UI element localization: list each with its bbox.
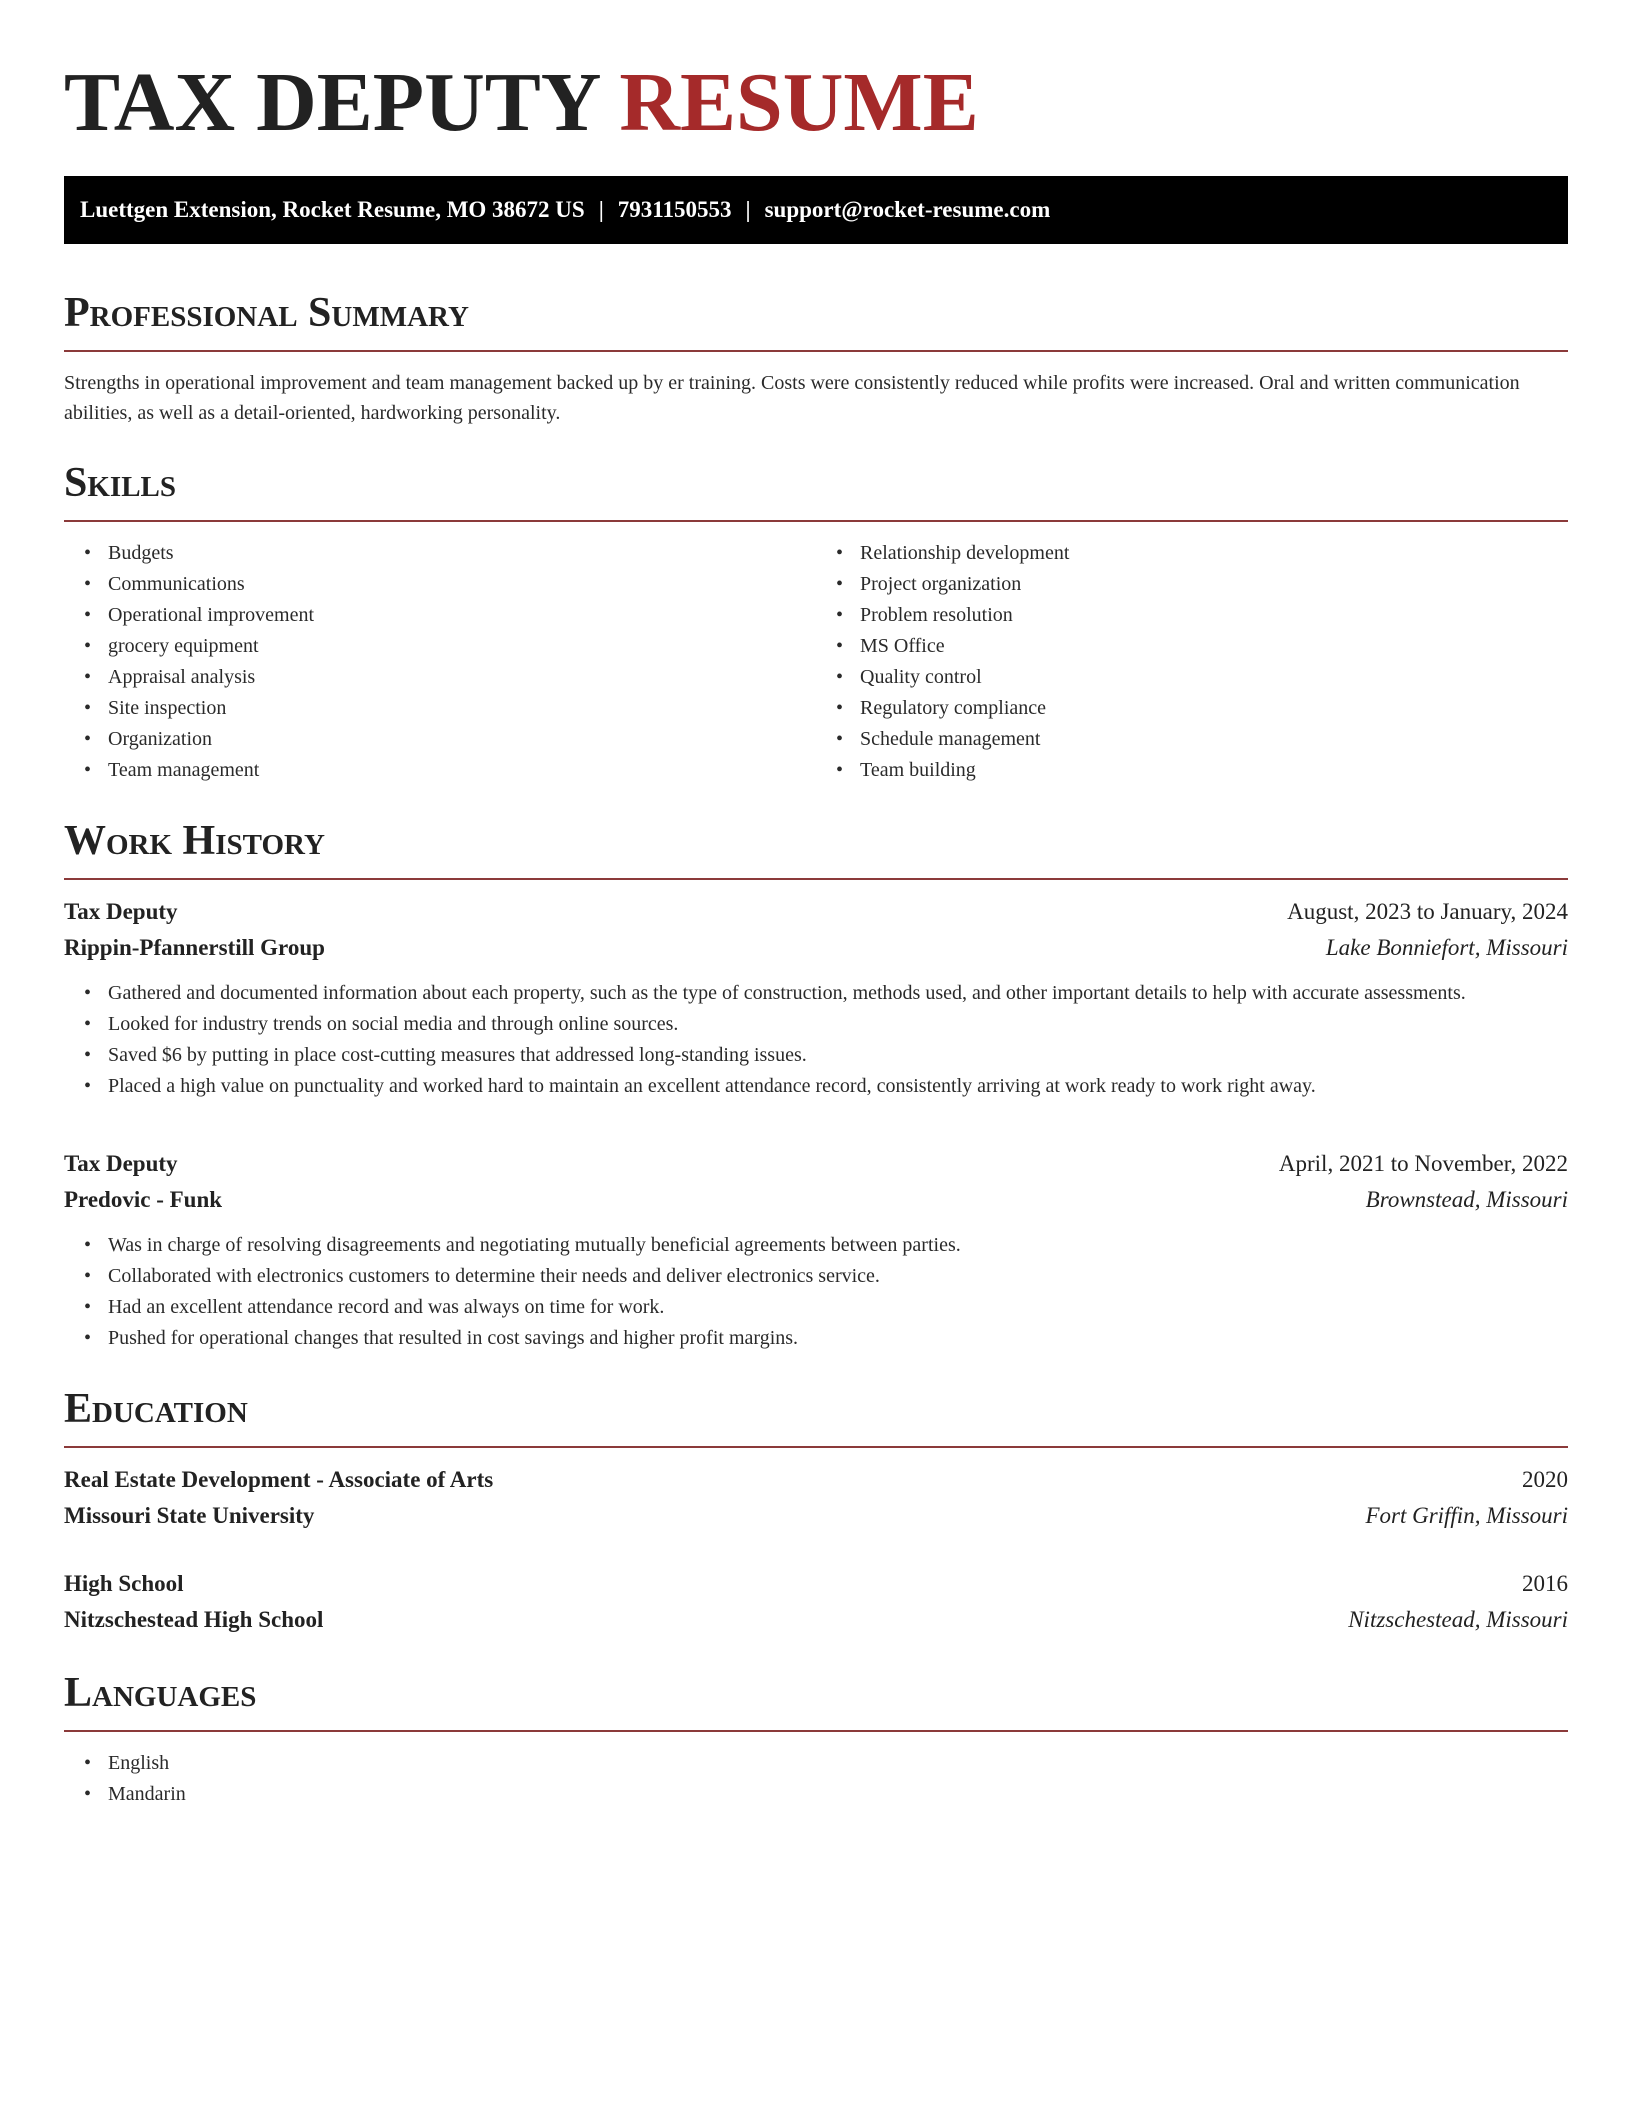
job-bullet: • Saved $6 by putting in place cost-cutting measures that addressed long-standing issues. xyxy=(108,1040,1568,1071)
contact-bar xyxy=(64,176,1568,244)
skill-item: • Budgets xyxy=(108,538,816,569)
job-company-row xyxy=(64,1182,1568,1218)
job-dates: August, 2023 to January, 2024 xyxy=(1287,899,1568,924)
contact-phone: 7931150553 xyxy=(617,197,732,222)
job-company: Rippin-Pfannerstill Group xyxy=(64,935,325,960)
contact-address: Luettgen Extension, Rocket Resume, MO 38672 US xyxy=(80,197,585,222)
resume-title xyxy=(64,0,1568,149)
education-school-row xyxy=(64,1498,1568,1534)
section-heading-summary: Professional Summary xyxy=(64,288,1568,352)
job-company: Predovic - Funk xyxy=(64,1187,223,1212)
job-company-row xyxy=(64,930,1568,966)
language-item: • Mandarin xyxy=(108,1779,1568,1810)
job-bullets xyxy=(64,978,1568,1102)
contact-separator: | xyxy=(598,197,604,222)
skill-item: • Project organization xyxy=(860,569,1568,600)
education-school: Missouri State University xyxy=(64,1503,315,1528)
job-location: Brownstead, Missouri xyxy=(1365,1187,1568,1212)
job-bullet: • Had an excellent attendance record and was always on time for work. xyxy=(108,1292,1568,1323)
title-resume-word: RESUME xyxy=(619,56,979,149)
job-bullet: • Pushed for operational changes that resulted in cost savings and higher profit margins. xyxy=(108,1323,1568,1354)
contact-email: support@rocket-resume.com xyxy=(764,197,1051,222)
skill-item: • Site inspection xyxy=(108,693,816,724)
education-entry xyxy=(64,1462,1568,1534)
education-degree: High School xyxy=(64,1571,184,1596)
education-degree: Real Estate Development - Associate of Arts xyxy=(64,1467,494,1492)
skills-columns xyxy=(64,538,1568,786)
skill-item: • Schedule management xyxy=(860,724,1568,755)
section-heading-languages: Languages xyxy=(64,1668,1568,1732)
language-item: • English xyxy=(108,1748,1568,1779)
education-section xyxy=(64,1384,1568,1638)
job-title-row xyxy=(64,894,1568,930)
skill-item: • Team building xyxy=(860,755,1568,786)
section-heading-skills: Skills xyxy=(64,458,1568,522)
professional-summary-section xyxy=(64,288,1568,428)
skill-item: • MS Office xyxy=(860,631,1568,662)
education-school-row xyxy=(64,1602,1568,1638)
languages-section xyxy=(64,1668,1568,1810)
job-bullet: • Looked for industry trends on social media and through online sources. xyxy=(108,1009,1568,1040)
education-location: Fort Griffin, Missouri xyxy=(1365,1503,1568,1528)
skills-list-left xyxy=(64,538,816,786)
education-school: Nitzschestead High School xyxy=(64,1607,324,1632)
skill-item: • grocery equipment xyxy=(108,631,816,662)
job-dates: April, 2021 to November, 2022 xyxy=(1278,1151,1568,1176)
education-degree-row xyxy=(64,1462,1568,1498)
summary-text: Strengths in operational improvement and team management backed up by er training. Costs were consistently reduced while profits were increased. Oral and written communication abilities, as well as a detail-oriented, hardworking personality. xyxy=(64,372,1520,424)
job-title-row xyxy=(64,1146,1568,1182)
section-heading-work-history: Work History xyxy=(64,816,1568,880)
skill-item: • Relationship development xyxy=(860,538,1568,569)
education-location: Nitzschestead, Missouri xyxy=(1348,1607,1568,1632)
job-title: Tax Deputy xyxy=(64,1151,178,1176)
job-entry xyxy=(64,894,1568,1102)
education-year: 2020 xyxy=(1522,1467,1568,1492)
skill-item: • Team management xyxy=(108,755,816,786)
job-bullet: • Was in charge of resolving disagreements and negotiating mutually beneficial agreements between parties. xyxy=(108,1230,1568,1261)
skill-item: • Quality control xyxy=(860,662,1568,693)
education-year: 2016 xyxy=(1522,1571,1568,1596)
skills-section xyxy=(64,458,1568,786)
section-heading-education: Education xyxy=(64,1384,1568,1448)
education-degree-row xyxy=(64,1566,1568,1602)
job-title: Tax Deputy xyxy=(64,899,178,924)
job-location: Lake Bonniefort, Missouri xyxy=(1325,935,1568,960)
contact-separator: | xyxy=(745,197,751,222)
education-entry xyxy=(64,1566,1568,1638)
skills-list-right xyxy=(816,538,1568,786)
job-bullets xyxy=(64,1230,1568,1354)
job-bullet: • Collaborated with electronics customers to determine their needs and deliver electronics service. xyxy=(108,1261,1568,1292)
skill-item: • Organization xyxy=(108,724,816,755)
resume-page xyxy=(64,0,1568,1810)
title-role: TAX DEPUTY xyxy=(64,56,599,149)
skill-item: • Communications xyxy=(108,569,816,600)
skill-item: • Operational improvement xyxy=(108,600,816,631)
skill-item: • Problem resolution xyxy=(860,600,1568,631)
skill-item: • Regulatory compliance xyxy=(860,693,1568,724)
job-entry xyxy=(64,1146,1568,1354)
job-bullet: • Gathered and documented information about each property, such as the type of construction, methods used, and other important details to help with accurate assessments. xyxy=(108,978,1568,1009)
skill-item: • Appraisal analysis xyxy=(108,662,816,693)
languages-list xyxy=(64,1748,1568,1810)
job-bullet: • Placed a high value on punctuality and worked hard to maintain an excellent attendance record, consistently arriving at work ready to work right away. xyxy=(108,1071,1568,1102)
work-history-section xyxy=(64,816,1568,1354)
